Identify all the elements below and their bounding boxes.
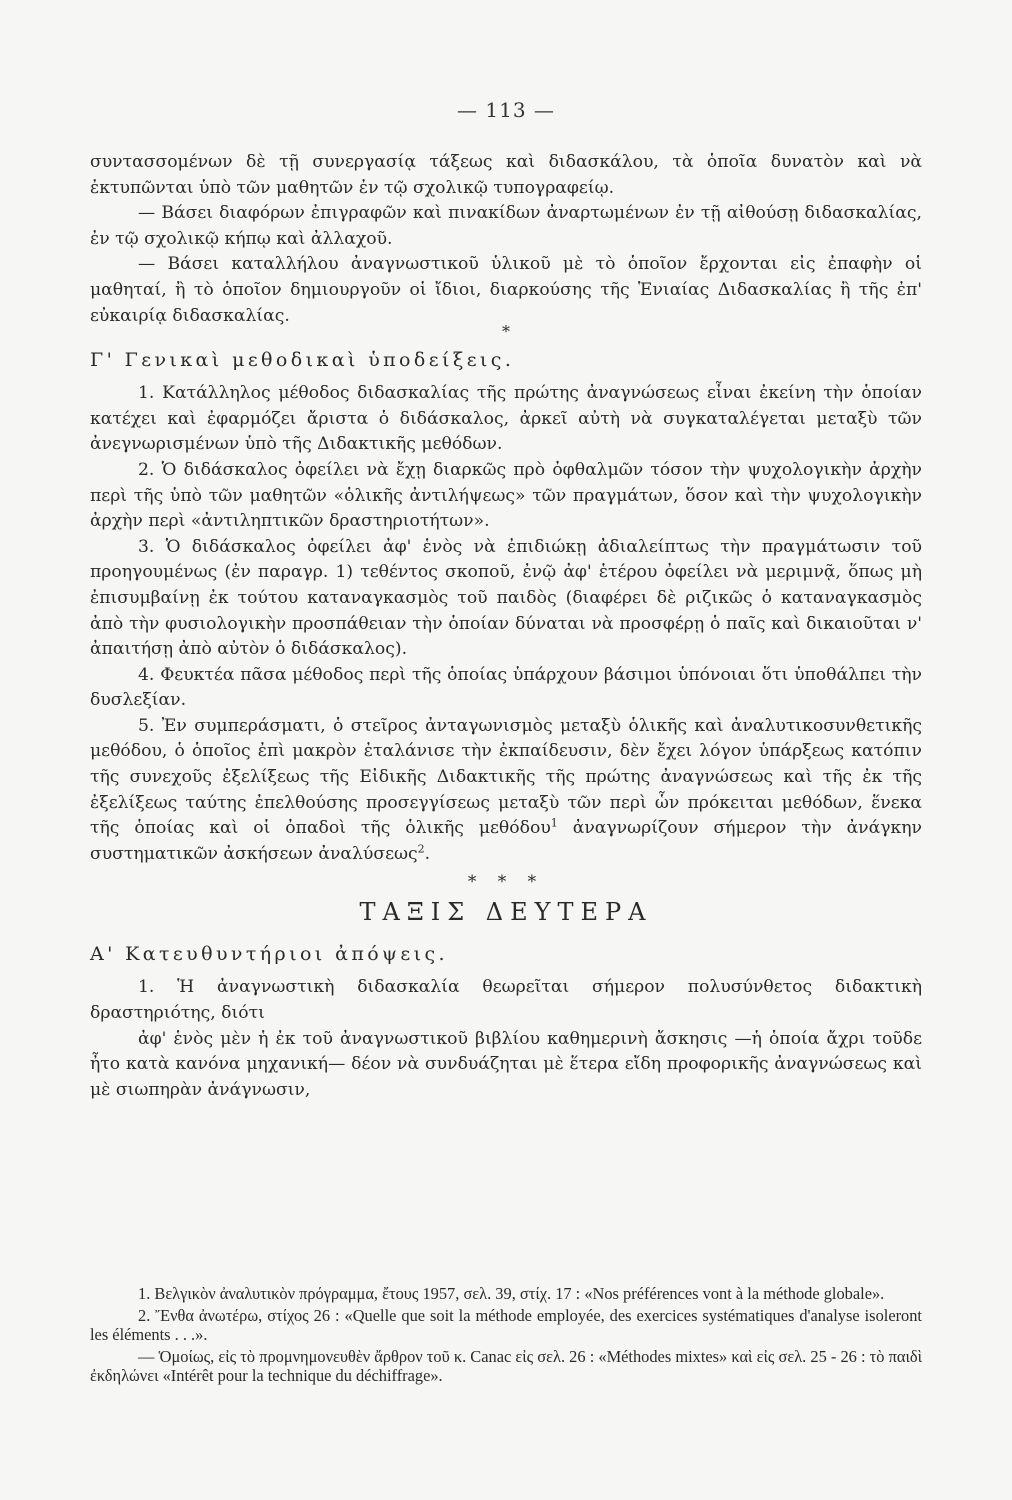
section-heading-alpha: Α' Κατευθυντήριοι ἀπόψεις. (90, 943, 448, 966)
stars-divider: * * * (467, 872, 545, 893)
footnote-ref-1[interactable]: 1 (550, 816, 558, 830)
alpha-item-1-continuation: ἀφ' ἑνὸς μὲν ἡ ἐκ τοῦ ἀναγνωστικοῦ βιβλίου καθημερινὴ ἄσκησις —ἡ ὁποία ἄχρι τοῦδε ἦτο κατὰ κανόνα μηχανική— δέον νὰ συνδυάζηται μὲ ἕτερα εἴδη προφορικῆς ἀναγνώσεως καὶ μὲ σιωπηρὰν ἀνάγνωσιν, (90, 1028, 922, 1100)
footnote-2: 2. Ἔνθα ἀνωτέρω, στίχος 26 : «Quelle que soit la méthode employée, des exercices systématiques d'analyse isoleront les éléments . . .». (90, 1305, 922, 1345)
asterisk-divider: * (502, 322, 510, 342)
gamma-item-5-text-b: ἀναγνωρίζουν σήμερον τὴν ἀνάγκην συστηματικῶν ἀσκήσεων ἀναλύσεως (90, 818, 922, 864)
footnotes (90, 1284, 922, 1388)
gamma-item-1: 1. Κατάλληλος μέθοδος διδασκαλίας τῆς πρώτης ἀναγνώσεως εἶναι ἐκείνη τὴν ὁποίαν κατέχει καὶ ἐφαρμόζει ἄριστα ὁ διδάσκαλος, ἀρκεῖ αὐτὴ νὰ συγκαταλέγεται μεταξὺ τῶν ἀνεγνωρισμένων ὑπὸ τῆς Διδακτικῆς μεθόδων. (90, 383, 922, 455)
gamma-item-5-text-c: . (424, 843, 431, 864)
gamma-item-3: 3. Ὁ διδάσκαλος ὀφείλει ἀφ' ἑνὸς νὰ ἐπιδιώκῃ ἀδιαλείπτως τὴν πραγμάτωσιν τοῦ προηγουμένως (ἐν παραγρ. 1) τεθέντος σκοποῦ, ἐνῷ ἀφ' ἑτέρου ὀφείλει νὰ μεριμνᾷ, ὅπως μὴ ἐπισυμβαίνῃ ἐκ τούτου καταναγκασμὸς τοῦ παιδὸς (διαφέρει δὲ ριζικῶς ὁ καταναγκασμὸς ἀπὸ τὴν φυσιολογικὴν προσπάθειαν τὴν ὁποίαν δύναται νὰ προσφέρῃ ὁ παῖς καὶ δικαιοῦται ν' ἀπαιτήσῃ ἀπὸ αὐτὸν ὁ διδάσκαλος). (90, 536, 922, 660)
alpha-item-1: 1. Ἡ ἀναγνωστικὴ διδασκαλία θεωρεῖται σήμερον πολυσύνθετος διδακτικὴ δραστηριότης, διότι (90, 977, 922, 1024)
body-text (90, 150, 922, 1103)
chapter-title: ΤΑΞΙΣ ΔΕΥΤΕΡΑ (359, 898, 653, 927)
footnote-2-continued: — Ὁμοίως, εἰς τὸ προμνημονευθὲν ἄρθρον τοῦ κ. Canac εἰς σελ. 26 : «Méthodes mixtes» καὶ εἰς σελ. 25 - 26 : τὸ παιδὶ ἐκδηλώνει «Intérêt pour la technique du déchiffrage». (90, 1346, 922, 1386)
footnote-ref-2[interactable]: 2 (417, 842, 425, 856)
gamma-item-5 (90, 714, 922, 868)
page-number: — 113 — (457, 98, 555, 122)
section-heading-gamma: Γ' Γενικαὶ μεθοδικαὶ ὑποδείξεις. (90, 349, 515, 372)
footnote-1: 1. Βελγικὸν ἀναλυτικὸν πρόγραμμα, ἔτους 1957, σελ. 39, στίχ. 17 : «Nos préférences vont à la méthode globale». (138, 1284, 885, 1303)
paragraph-signs: — Βάσει διαφόρων ἐπιγραφῶν καὶ πινακίδων ἀναρτωμένων ἐν τῇ αἰθούσῃ διδασκαλίας, ἐν τῷ σχολικῷ κήπῳ καὶ ἀλλαχοῦ. (90, 203, 922, 249)
gamma-item-4: 4. Φευκτέα πᾶσα μέθοδος περὶ τῆς ὁποίας ὑπάρχουν βάσιμοι ὑπόνοιαι ὅτι ὑποθάλπει τὴν δυσλεξίαν. (90, 664, 922, 711)
gamma-item-5-text-a: 5. Ἐν συμπεράσματι, ὁ στεῖρος ἀνταγωνισμὸς μεταξὺ ὁλικῆς καὶ ἀναλυτικοσυνθετικῆς μεθόδου, ὁ ὁποῖος ἐπὶ μακρὸν ἐταλάνισε τὴν ἐκπαίδευσιν, δὲν ἔχει λόγον ὑπάρξεως κατόπιν τῆς συνεχοῦς ἐξελίξεως τῆς Εἰδικῆς Διδακτικῆς τῆς πρώτης ἀναγνώσεως καὶ τῆς ἐκ τῆς ἐξελίξεως ταύτης ἐπελθούσης προσεγγίσεως μεταξὺ τῶν περὶ ὧν πρόκειται μεθόδων, ἕνεκα τῆς ὁποίας καὶ οἱ ὀπαδοὶ τῆς ὁλικῆς μεθόδου (90, 715, 922, 839)
gamma-item-2: 2. Ὁ διδάσκαλος ὀφείλει νὰ ἔχῃ διαρκῶς πρὸ ὀφθαλμῶν τόσον τὴν ψυχολογικὴν ἀρχὴν περὶ τῆς ὑπὸ τῶν μαθητῶν «ὁλικῆς ἀντιλήψεως» τῶν πραγμάτων, ὅσον καὶ τὴν ψυχολογικὴν ἀρχὴν περὶ «ἀντιληπτικῶν δραστηριοτήτων». (90, 459, 922, 532)
paragraph-continuation: συντασσομένων δὲ τῇ συνεργασίᾳ τάξεως καὶ διδασκάλου, τὰ ὁποῖα δυνατὸν καὶ νὰ ἐκτυπῶνται ὑπὸ τῶν μαθητῶν ἐν τῷ σχολικῷ τυπογραφείῳ. (90, 152, 922, 198)
paragraph-reading-material: — Βάσει καταλλήλου ἀναγνωστικοῦ ὑλικοῦ μὲ τὸ ὁποῖον ἔρχονται εἰς ἐπαφὴν οἱ μαθηταί, ἢ τὸ ὁποῖον δημιουργοῦν οἱ ἴδιοι, διαρκούσης τῆς Ἑνιαίας Διδασκαλίας ἢ τῆς ἐπ' εὐκαιρίᾳ διδασκαλίας. (90, 254, 922, 326)
